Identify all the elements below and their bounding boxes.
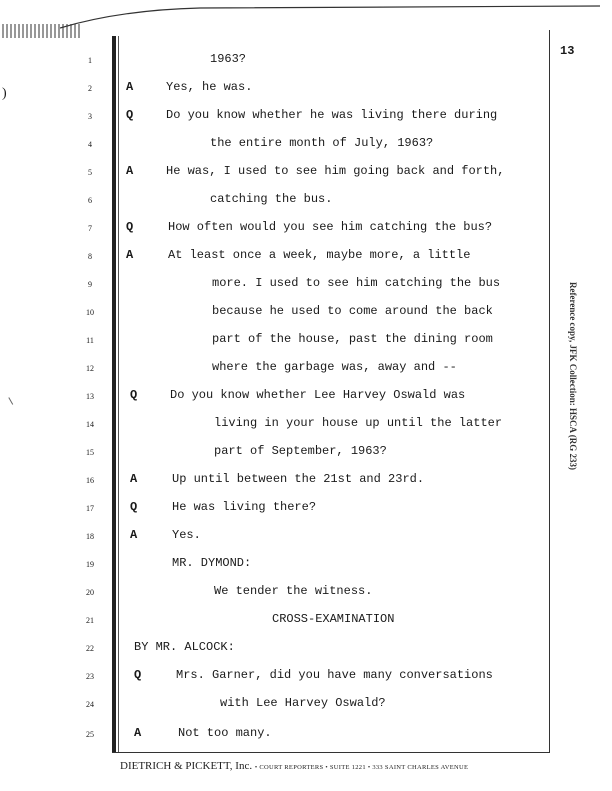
line-number: 11	[86, 336, 94, 345]
footer-detail: • COURT REPORTERS • SUITE 1221 • 333 SAINT CHARLES AVENUE	[254, 764, 469, 771]
transcript-line	[0, 528, 612, 548]
transcript-line	[0, 584, 612, 604]
line-text: part of the house, past the dining room	[212, 332, 493, 346]
line-text: living in your house up until the latter	[214, 416, 503, 430]
transcript-line	[0, 416, 612, 436]
line-number: 3	[88, 112, 92, 121]
line-number: 21	[86, 616, 94, 625]
line-text: because he used to come around the back	[212, 304, 493, 318]
line-text: Mrs. Garner, did you have many conversations	[176, 668, 493, 682]
line-number: 23	[86, 672, 94, 681]
line-text: the entire month of July, 1963?	[210, 136, 434, 150]
transcript-line	[0, 696, 612, 716]
line-text: Yes, he was.	[166, 80, 253, 94]
line-number: 9	[88, 280, 92, 289]
line-number: 15	[86, 448, 94, 457]
speaker-label: A	[130, 472, 138, 486]
top-edge-line	[60, 0, 600, 30]
footer-firm: DIETRICH & PICKETT, Inc.	[120, 760, 253, 772]
line-number: 22	[86, 644, 94, 653]
line-text: We tender the witness.	[214, 584, 373, 598]
speaker-label: A	[134, 726, 142, 740]
line-text: He was, I used to see him going back and forth,	[166, 164, 505, 178]
transcript-line	[0, 472, 612, 492]
line-number: 16	[86, 476, 94, 485]
transcript-line	[0, 192, 612, 212]
line-number: 1	[88, 56, 92, 65]
line-number: 13	[86, 392, 94, 401]
line-number: 5	[88, 168, 92, 177]
line-text: How often would you see him catching the bus?	[168, 220, 493, 234]
line-number: 6	[88, 196, 92, 205]
speaker-label: Q	[126, 108, 134, 122]
page-number: 13	[560, 44, 575, 58]
transcript-line	[0, 276, 612, 296]
line-text: BY MR. ALCOCK:	[134, 640, 235, 654]
bottom-rule	[112, 752, 550, 753]
transcript-line	[0, 444, 612, 464]
line-number: 2	[88, 84, 92, 93]
line-text: Up until between the 21st and 23rd.	[172, 472, 425, 486]
line-text: Not too many.	[178, 726, 272, 740]
line-text: with Lee Harvey Oswald?	[220, 696, 386, 710]
line-text: 1963?	[210, 52, 247, 66]
transcript-line	[0, 108, 612, 128]
line-number: 25	[86, 730, 94, 739]
line-number: 17	[86, 504, 94, 513]
transcript-line	[0, 556, 612, 576]
transcript-line	[0, 726, 612, 746]
line-number: 19	[86, 560, 94, 569]
line-number: 10	[86, 308, 94, 317]
line-number: 8	[88, 252, 92, 261]
line-text: Yes.	[172, 528, 201, 542]
transcript-line	[0, 640, 612, 660]
speaker-label: Q	[134, 668, 142, 682]
speaker-label: A	[130, 528, 138, 542]
line-text: catching the bus.	[210, 192, 333, 206]
line-text: where the garbage was, away and --	[212, 360, 457, 374]
line-number: 14	[86, 420, 94, 429]
speaker-label: A	[126, 164, 134, 178]
transcript-line	[0, 248, 612, 268]
line-number: 20	[86, 588, 94, 597]
transcript-line	[0, 500, 612, 520]
transcript-line	[0, 164, 612, 184]
line-text: part of September, 1963?	[214, 444, 387, 458]
line-text: MR. DYMOND:	[172, 556, 252, 570]
speaker-label: A	[126, 80, 134, 94]
line-text: He was living there?	[172, 500, 317, 514]
line-number: 4	[88, 140, 92, 149]
transcript-line	[0, 360, 612, 380]
speaker-label: Q	[130, 500, 138, 514]
transcript-line	[0, 388, 612, 408]
line-number: 18	[86, 532, 94, 541]
transcript-line	[0, 304, 612, 324]
footer	[120, 760, 468, 772]
line-text: Do you know whether Lee Harvey Oswald was	[170, 388, 466, 402]
transcript-line	[0, 52, 612, 72]
transcript-line	[0, 612, 612, 632]
line-number: 12	[86, 364, 94, 373]
transcript-line	[0, 136, 612, 156]
margin-mark: )	[2, 86, 7, 101]
transcript-line	[0, 80, 612, 100]
speaker-label: Q	[130, 388, 138, 402]
transcript-line	[0, 220, 612, 240]
speaker-label: Q	[126, 220, 134, 234]
line-text: At least once a week, maybe more, a little	[168, 248, 471, 262]
transcript-line	[0, 668, 612, 688]
line-text: more. I used to see him catching the bus	[212, 276, 501, 290]
line-number: 24	[86, 700, 94, 709]
archive-reference-stamp	[564, 282, 584, 582]
archive-reference-text: Reference copy, JFK Collection: HSCA (RG 233)	[568, 282, 578, 471]
section-heading: CROSS-EXAMINATION	[272, 612, 395, 626]
speaker-label: A	[126, 248, 134, 262]
line-text: Do you know whether he was living there during	[166, 108, 498, 122]
line-number: 7	[88, 224, 92, 233]
transcript-line	[0, 332, 612, 352]
